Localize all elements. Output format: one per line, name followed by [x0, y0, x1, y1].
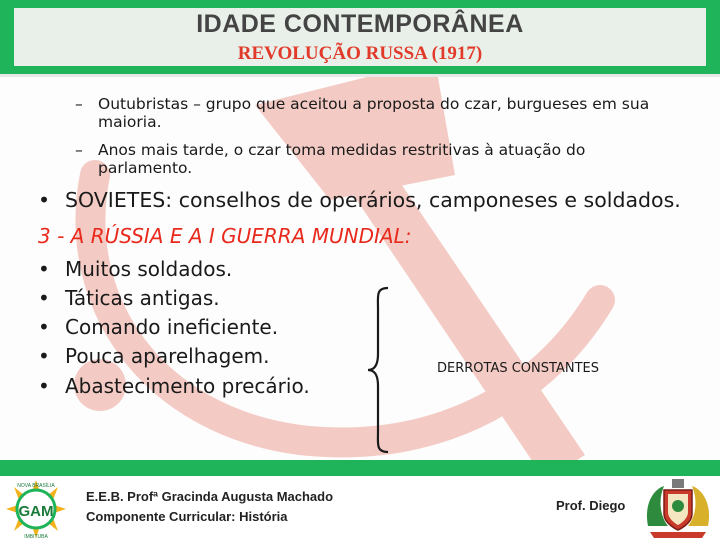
sovietes-term: SOVIETES: [65, 188, 173, 212]
section-heading: 3 - A RÚSSIA E A I GUERRA MUNDIAL: [38, 224, 412, 248]
state-coat-of-arms-icon [642, 476, 714, 540]
list-item-text: Abastecimento precário. [65, 374, 310, 398]
page-title: IDADE CONTEMPORÂNEA [196, 10, 524, 38]
bullet-marker: • [38, 315, 50, 339]
list-item [38, 314, 278, 340]
list-item-text: Comando ineficiente. [65, 315, 279, 339]
list-item [38, 285, 220, 311]
list-item [38, 256, 232, 282]
dash-marker: – [75, 95, 83, 113]
bullet-marker: • [38, 286, 50, 310]
curly-brace-icon [366, 286, 402, 454]
sub-item-outubristas [75, 95, 675, 131]
footer-band [0, 460, 720, 476]
course-name: Componente Curricular: História [86, 509, 288, 524]
dash-marker: – [75, 141, 83, 159]
gam-sun-logo-icon [2, 478, 70, 540]
logo-caption-bottom: IMBITUBA [24, 534, 48, 540]
sub-item-text: Anos mais tarde, o czar toma medidas restritivas à atuação do parlamento. [98, 141, 586, 177]
bullet-marker: • [38, 188, 51, 212]
sovietes-definition: conselhos de operários, camponeses e soldados. [172, 188, 681, 212]
list-item-text: Táticas antigas. [65, 286, 220, 310]
logo-initials: GAM [18, 503, 54, 520]
list-item-text: Muitos soldados. [65, 257, 233, 281]
brace-label: DERROTAS CONSTANTES [437, 361, 599, 376]
page-subtitle: REVOLUÇÃO RUSSA (1917) [237, 43, 483, 64]
bullet-marker: • [38, 344, 50, 368]
sub-item-parlamento [75, 141, 675, 177]
school-name: E.E.B. Profª Gracinda Augusta Machado [86, 489, 334, 504]
bullet-marker: • [38, 374, 50, 398]
sub-item-text: Outubristas – grupo que aceitou a proposta do czar, burgueses em sua maioria. [98, 95, 650, 131]
logo-caption-top: NOVA BRASÍLIA [17, 483, 55, 489]
sovietes-bullet [38, 187, 681, 213]
list-item [38, 373, 310, 399]
list-item-text: Pouca aparelhagem. [65, 344, 270, 368]
bullet-marker: • [38, 257, 50, 281]
teacher-name: Prof. Diego [556, 498, 626, 513]
list-item [38, 343, 270, 369]
